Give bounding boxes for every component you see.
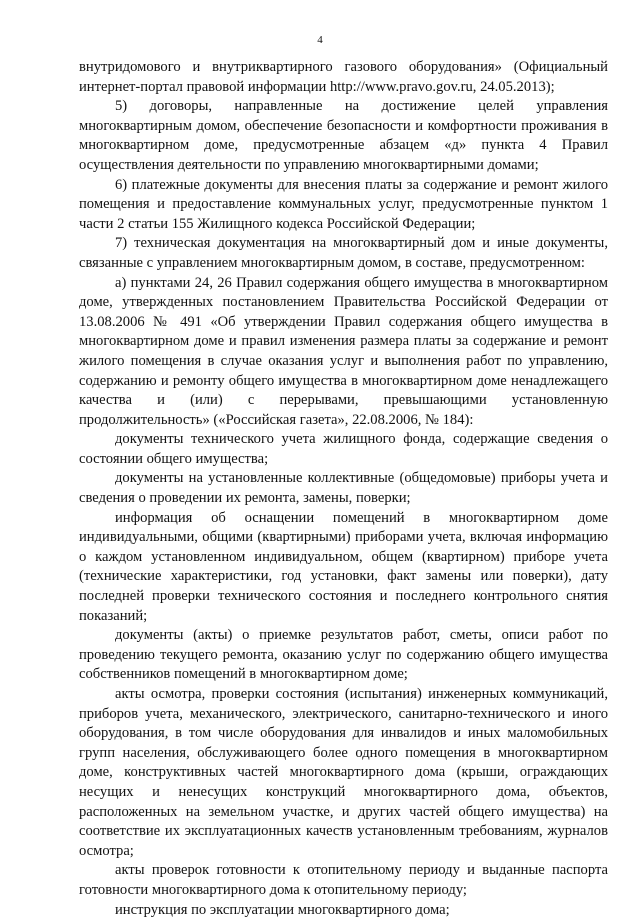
- paragraph-acceptance-acts: документы (акты) о приемке результатов работ, сметы, описи работ по проведению текущего ремонта, оказанию услуг по содержанию общего имущества собственников помещений в многоквартирном доме;: [79, 627, 608, 683]
- document-body: [79, 58, 608, 920]
- paragraph-inspection-acts: акты осмотра, проверки состояния (испытания) инженерных коммуникаций, приборов учета, механического, электрического, санитарно-технического и иного оборудования, в том числе оборудования для инвалидов и иных маломобильных групп населения, обслуживающего более одного помещения в многоквартирном доме, конструктивных частей многоквартирного дома (крыши, ограждающих несущих и ненесущих конструкций многоквартирного дома, объектов, расположенных на земельном участке, и других частей общего имущества) на соответствие их эксплуатационных качеств установленным требованиям, журналов осмотра;: [79, 686, 608, 859]
- paragraph-metering-equipment-information: информация об оснащении помещений в многоквартирном доме индивидуальными, общими (квартирными) приборами учета, включая информацию о каждом установленном индивидуальном, общем (квартирном) приборе учета (технические характеристики, год установки, факт замены или поверки), дату последней проверки технического состояния и последнего контрольного снятия показаний;: [79, 509, 608, 624]
- paragraph-metering-devices-documents: документы на установленные коллективные (общедомовые) приборы учета и сведения о проведении их ремонта, замены, поверки;: [79, 470, 608, 507]
- paragraph-item-6-payment-documents: 6) платежные документы для внесения платы за содержание и ремонт жилого помещения и предоставление коммунальных услуг, предусмотренные пунктом 1 части 2 статьи 155 Жилищного кодекса Российской Федерации;: [79, 176, 608, 232]
- paragraph-subitem-a-rules: а) пунктами 24, 26 Правил содержания общего имущества в многоквартирном доме, утвержденных постановлением Правительства Российской Федерации от 13.08.2006 № 491 «Об утверждении Правил содержания общего имущества в многоквартирном доме и правил изменения размера платы за содержание и ремонт жилого помещения в случае оказания услуг и выполнения работ по управлению, содержанию и ремонту общего имущества в многоквартирном доме ненадлежащего качества и (или) с перерывами, превышающими установленную продолжительность» («Российская газета», 22.08.2006, № 184):: [79, 274, 608, 428]
- paragraph-item-5-contracts: 5) договоры, направленные на достижение целей управления многоквартирным домом, обеспечение безопасности и комфортности проживания в многоквартирном доме, предусмотренные абзацем «д» пункта 4 Правил осуществления деятельности по управлению многоквартирными домами;: [79, 98, 608, 173]
- paragraph-gas-equipment-source: внутридомового и внутриквартирного газового оборудования» (Официальный интернет-портал правовой информации http://www.pravo.gov.ru, 24.05.2013);: [79, 59, 608, 95]
- paragraph-heating-readiness-acts: акты проверок готовности к отопительному периоду и выданные паспорта готовности многоквартирного дома к отопительному периоду;: [79, 862, 608, 898]
- paragraph-technical-accounting-documents: документы технического учета жилищного фонда, содержащие сведения о состоянии общего имущества;: [79, 431, 608, 467]
- page-number: 4: [317, 34, 323, 46]
- paragraph-item-7-technical-documentation: 7) техническая документация на многоквартирный дом и иные документы, связанные с управлением многоквартирным домом, в составе, предусмотренном:: [79, 235, 608, 271]
- paragraph-operation-instructions: инструкция по эксплуатации многоквартирного дома;: [115, 901, 450, 918]
